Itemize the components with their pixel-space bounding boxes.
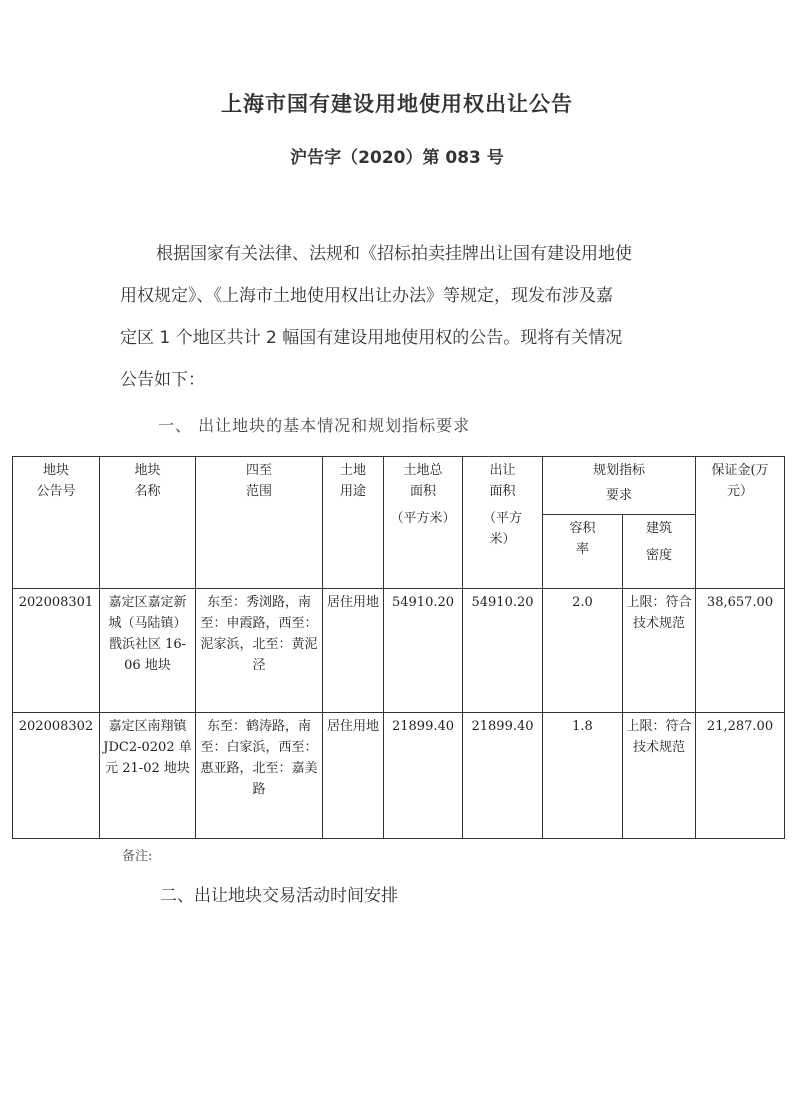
section-2-heading: 二、出让地块交易活动时间安排 [160,886,398,906]
intro-line-1: 根据国家有关法律、法规和《招标拍卖挂牌出让国有建设用地使 [156,244,632,264]
intro-line-4: 公告如下： [120,370,205,390]
cell-total-area: 21899.40 [384,713,463,839]
cell-land-use: 居住用地 [323,589,384,713]
header-planning-indicators: 规划指标 要求 [543,457,696,515]
cell-land-use: 居住用地 [323,713,384,839]
cell-deposit: 38,657.00 [696,589,785,713]
header-boundaries: 四至 范围 [196,457,323,589]
table-row [13,713,785,839]
table-header-row-1 [13,457,785,515]
cell-parcel-name: 嘉定区嘉定新城（马陆镇）戬浜社区 16-06 地块 [100,589,196,713]
cell-parcel-name: 嘉定区南翔镇 JDC2-0202 单元 21-02 地块 [100,713,196,839]
cell-boundaries: 东至：秀浏路，南至：申霞路，西至：泥家浜，北至：黄泥泾 [196,589,323,713]
header-notice-no: 地块 公告号 [13,457,100,589]
cell-floor-area-ratio: 2.0 [543,589,623,713]
cell-total-area: 54910.20 [384,589,463,713]
cell-building-density: 上限：符合技术规范 [623,713,696,839]
intro-line-3: 定区 1 个地区共计 2 幅国有建设用地使用权的公告。现将有关情况 [120,328,623,348]
header-building-density: 建筑 密度 [623,515,696,589]
header-deposit: 保证金(万 元） [696,457,785,589]
table-note: 备注: [122,849,153,864]
cell-sale-area: 21899.40 [463,713,543,839]
page-title: 上海市国有建设用地使用权出让公告 [221,92,573,116]
land-parcel-table [12,456,785,839]
cell-notice-no: 202008302 [13,713,100,839]
header-land-use: 土地 用途 [323,457,384,589]
intro-line-2: 用权规定》、《上海市土地使用权出让办法》等规定，现发布涉及嘉 [120,286,613,306]
cell-deposit: 21,287.00 [696,713,785,839]
cell-boundaries: 东至：鹤涛路，南至：白家浜，西至：惠亚路，北至：嘉美路 [196,713,323,839]
intro-paragraph [120,233,680,401]
section-1-heading: 一、 出让地块的基本情况和规划指标要求 [158,416,471,435]
cell-floor-area-ratio: 1.8 [543,713,623,839]
cell-notice-no: 202008301 [13,589,100,713]
cell-sale-area: 54910.20 [463,589,543,713]
header-total-area: 土地总 面积 （平方米） [384,457,463,589]
document-number: 沪告字（2020）第 083 号 [290,148,504,168]
header-floor-area-ratio: 容积 率 [543,515,623,589]
header-sale-area: 出让 面积 （平方 米） [463,457,543,589]
header-parcel-name: 地块 名称 [100,457,196,589]
table-row [13,589,785,713]
cell-building-density: 上限：符合技术规范 [623,589,696,713]
